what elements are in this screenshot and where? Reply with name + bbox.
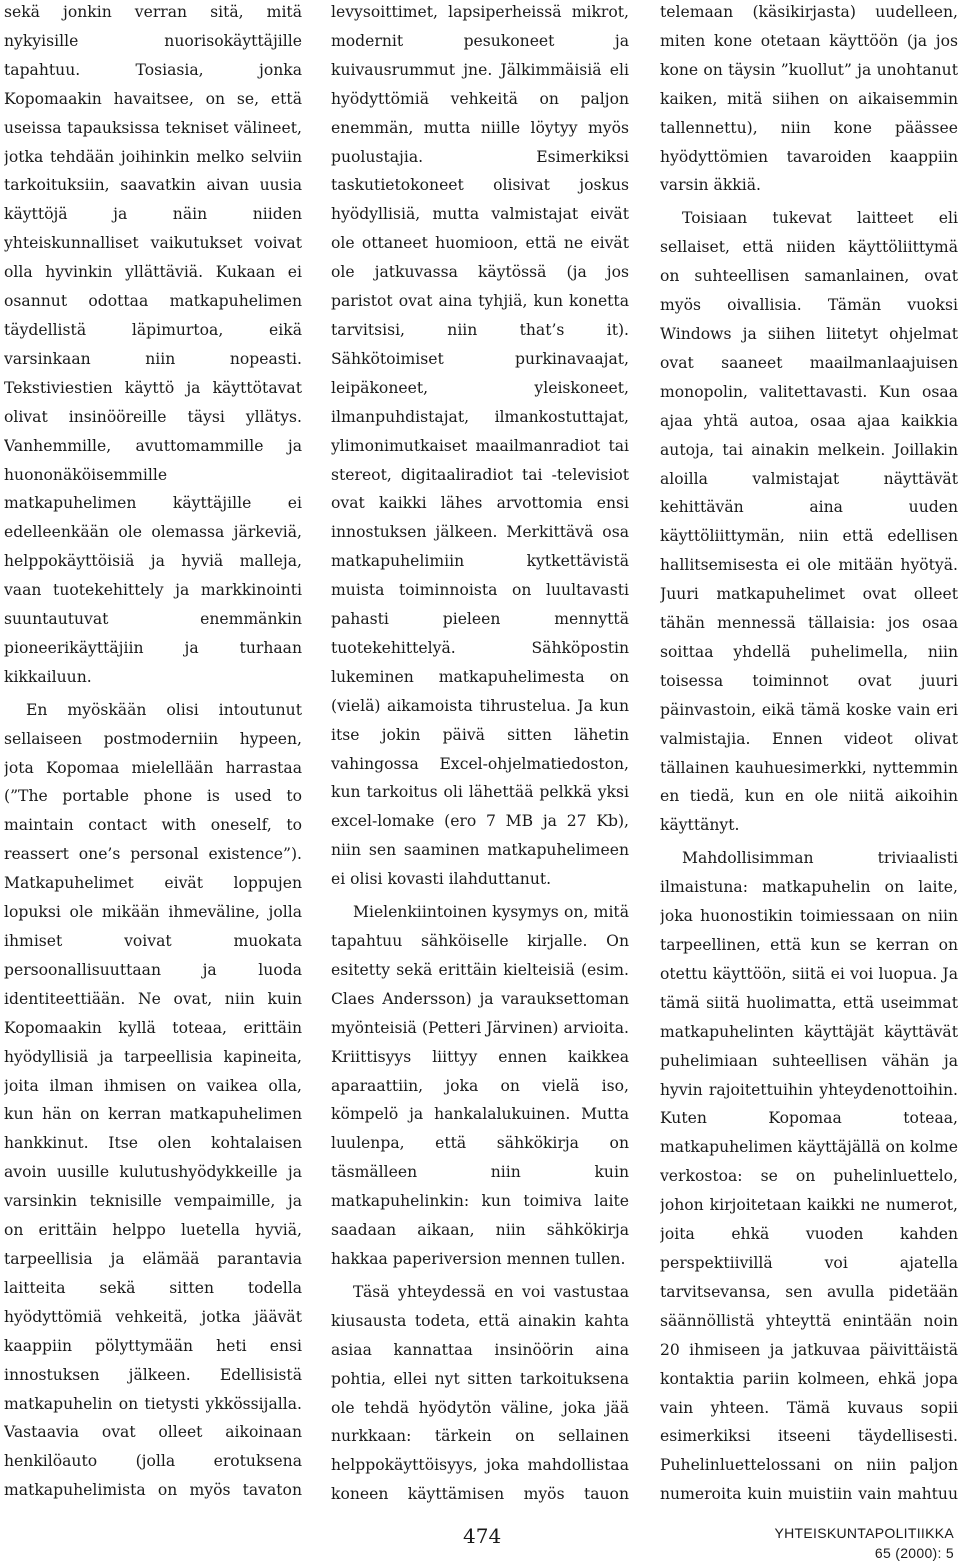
paragraph: sekä jonkin verran sitä, mitä nykyisille nuorisokäyttäjille tapahtuu. Tosiasia, jonka Kopomaakin havaitsee, on se, että useissa tapauksissa tekniset välineet, jotka tehdään joihinkin melko selviin tarkoituksiin, saavatkin aivan uusia käyttöjä ja näin niiden yhteiskunnalliset vaikutukset voivat olla hyvinkin yllättäviä. Kukaan ei osannut odottaa matkapuhelimen täydellistä läpimurtoa, eikä varsinkaan niin nopeasti. Tekstiviestien käyttö ja käyttötavat olivat insinööreille täysi yllätys. Vanhemmille, avuttomammille ja huononäköisemmille matkapuhelimen käyttäjille ei edelleenkään ole olemassa järkeviä, helppokäyttöisiä ja hyviä malleja, vaan tuotekehittely ja markkinointi suuntautuvat enemmänkin pioneerikäyttäjiin ja turhaan kikkailuun.	[4, 3, 302, 686]
paragraph: En myöskään olisi intoutunut sellaiseen postmoderniin hypeen, jota Kopomaa mielellään harrastaa (”The portable phone is used to maintain contact with oneself, to reassert one’s personal existence”). Matkapuhelimet eivät loppujen lopuksi ole mikään ihmeväline, jolla ihmiset voivat muokata persoonallisuuttaan ja luoda identiteettiään. Ne ovat, niin kuin Kopomaakin kyllä toteaa, erittäin hyödyllisiä ja tarpeellisia kapineita, joita ilman ihmisen on vaikea olla, kun hän on kerran matkapuhelimen hankkinut. Itse olen kohtalaisen avoin uusille kulutushyödykkeille ja varsinkin teknisille vempaimille, ja on erittäin helppo luetella hyviä, tarpeellisia ja elämää parantavia laitteita sekä sitten todella hyödyttömiä vehkeitä, jotka jäävät kaappiin pölyttymään heti ensi innostuksen jälkeen. Edellisistä matkapuhelin on tietysti ykkössijalla. Vastaavia ovat olleet aikoinaan henkilöauto (jolla erotuksena matkapuhelimista on myös tavaton	[4, 700, 302, 1500]
article-column-1	[4, 0, 302, 1508]
article-column-3	[660, 0, 958, 1508]
paragraph: Toisiaan tukevat laitteet eli sellaiset, että niiden käyttöliittymä on suhteellisen samanlainen, ovat myös oivallisia. Tämän vuoksi Windows ja siihen liitetyt ohjelmat ovat saaneet maailmanlaajuisen monopolin, valitettavasti. Kun osaa ajaa yhtä autoa, osaa ajaa kaikkia autoja, tai ainakin melkein. Joillakin aloilla valmistajat näyttävät kehittävän aina uuden käyttöliittymän, niin että edellisen hallitsemisesta ei ole mitään hyötyä. Juuri matkapuhelimet ovat olleet tähän mennessä tällaisia: jos osaa soittaa yhdellä puhelimella, niin toisessa toiminnot ovat juuri päinvastoin, eikä tämä koske vain eri valmistajia. Ennen videot olivat tällainen kauhuesimerkki, nyttemmin en tiedä, kun en ole niitä aikoihin käyttänyt.	[660, 209, 958, 835]
page-number: 474	[463, 1524, 502, 1548]
journal-footer	[774, 1523, 954, 1563]
paragraph: Täsä yhteydessä en voi vastustaa kiusausta todeta, että ainakin kahta asiaa kannattaa insinöörin aina pohtia, ellei nyt sitten tarkoituksena ole tehdä hyödytön väline, joka jää nurkkaan: tärkein on sellainen helppokäyttöisyys, joka mahdollistaa koneen käyttämisen myös tauon	[331, 1282, 629, 1504]
paragraph: telemaan (käsikirjasta) uudelleen, miten kone otetaan käyttöön (ja jos kone on täysin ”kuollut” ja unohtanut kaiken, mitä siihen on aikaisemmin tallennettu), niin kone päässee hyödyttömien tavaroiden kaappiin varsin äkkiä.	[660, 3, 958, 195]
paragraph: Mahdollisimman triviaalisti ilmaistuna: matkapuhelin on laite, joka huonostikin toimiessaan on niin tarpeellinen, että kun se kerran on otettu käyttöön, siitä ei voi luopua. Ja tämä siitä huolimatta, että useimmat matkapuhelinten käyttäjät käyttävät puhelimiaan suhteellisen vähän ja hyvin rajoitettuihin yhteydenottoihin. Kuten Kopomaa toteaa, matkapuhelimen käyttäjällä on kolme verkostoa: se on puhelinluettelo, johon kirjoitetaan kaikki ne numerot, joita ehkä vuoden kahden perspektiivillä voi ajatella tarvitsevansa, sen avulla pidetään säännöllistä yhteyttä enintään noin 20 ihmiseen ja jatkuvaa päivittäistä kontaktia pariin kolmeen, ehkä jopa vain yhteen. Tämä kuvaus sopii esimerkiksi itseeni täydellisesti. Puhelinluettelossani on niin paljon numeroita kuin muistiin vain mahtuu	[660, 849, 958, 1504]
paragraph: levysoittimet, lapsiperheissä mikrot, modernit pesukoneet ja kuivausrummut jne. Jälkimmäisiä eli hyödyttömiä vehkeitä on paljon enemmän, mutta niille löytyy myös puolustajia. Esimerkiksi taskutietokoneet olisivat joskus hyödyllisiä, mutta valmistajat eivät ole ottaneet huomioon, että ne eivät ole jatkuvassa käytössä (ja jos paristot ovat aina tyhjiä, kun konetta tarvitsisi, niin that’s it). Sähkötoimiset purkinavaajat, leipäkoneet, yleiskoneet, ilmanpuhdistajat, ilmankostuttajat, ylimonimutkaiset maailmanradiot tai stereot, digitaaliradiot tai -televisiot ovat kaikki lähes arvottomia ensi innostuksen jälkeen. Merkittävä osa matkapuhelimiin kytkettävistä muista toiminnoista on luultavasti pahasti pieleen mennyttä tuotekehittelyä. Sähköpostin lukeminen matkapuhelimesta on (vielä) aikamoista tihrustelua. Ja kun itse jokin päivä sitten lähetin vahingossa Excel-ohjelmatiedoston, kun tarkoitus oli lähettää pelkkä yksi excel-lomake (ero 7 MB ja 27 Kb), niin sen saaminen matkapuhelimeen ei olisi kovasti ilahduttanut.	[331, 3, 629, 889]
journal-name: YHTEISKUNTAPOLITIIKKA	[774, 1525, 954, 1541]
journal-issue: 65 (2000): 5	[874, 1545, 954, 1561]
paragraph: Mielenkiintoinen kysymys on, mitä tapahtuu sähköiselle kirjalle. On esitetty sekä erittäin kielteisiä (esim. Claes Andersson) ja varauksettoman myönteisiä (Petteri Järvinen) arvioita. Kriittisyys liittyy ennen kaikkea aparaattiin, joka on vielä iso, kömpelö ja hankalalukuinen. Mutta luulenpa, että sähkökirja on täsmälleen niin kuin matkapuhelinkin: kun toimiva laite saadaan aikaan, niin sähkökirja hakkaa paperiversion mennen tullen.	[331, 903, 629, 1268]
article-column-2	[331, 0, 629, 1508]
